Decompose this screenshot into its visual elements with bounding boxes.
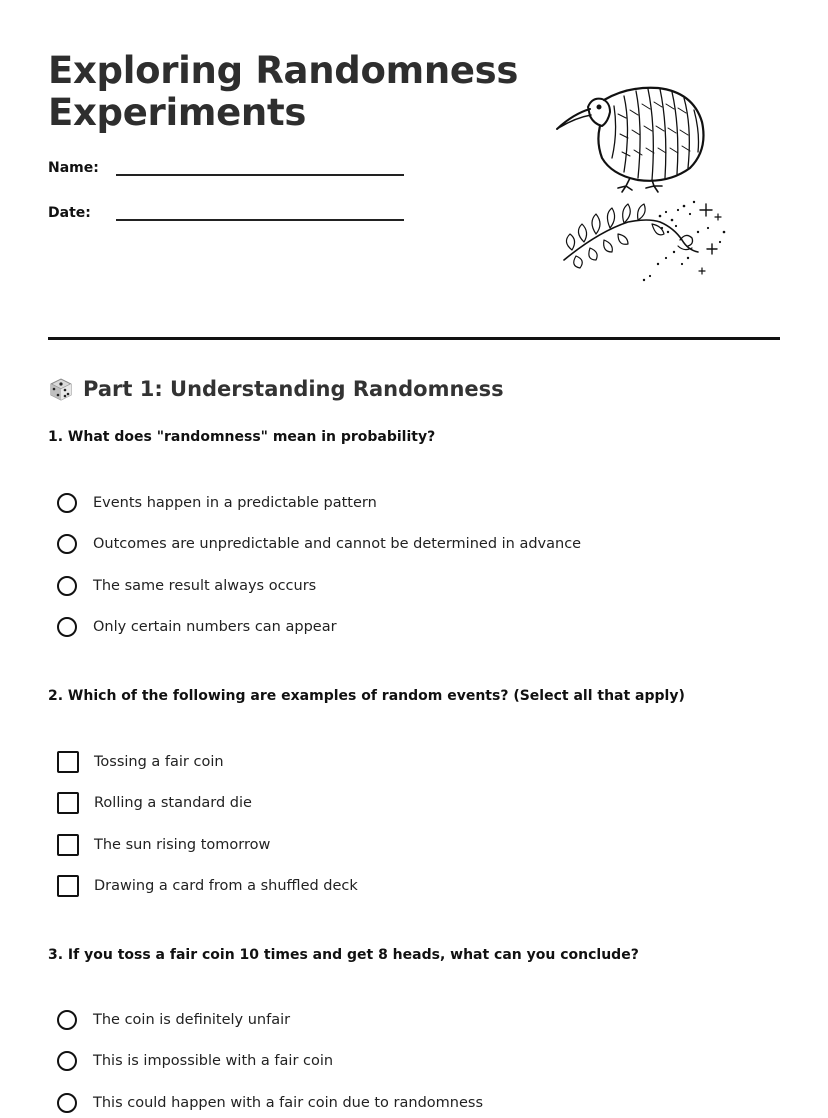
question-1-option-4[interactable]	[57, 615, 337, 639]
option-label: Rolling a standard die	[94, 795, 252, 811]
question-3-option-2[interactable]	[57, 1049, 333, 1073]
radio-button[interactable]	[57, 534, 77, 554]
date-label: Date:	[48, 205, 91, 221]
radio-button[interactable]	[57, 1051, 77, 1071]
option-label: The coin is definitely unfair	[93, 1012, 291, 1028]
option-label: This could happen with a fair coin due to randomness	[93, 1095, 483, 1111]
name-line[interactable]	[116, 174, 404, 176]
part1-heading-text: Part 1: Understanding Randomness	[83, 377, 504, 401]
question-1-option-3[interactable]	[57, 574, 316, 598]
radio-button[interactable]	[57, 576, 77, 596]
question-3: 3. If you toss a fair coin 10 times and get 8 heads, what can you conclude?	[48, 947, 639, 963]
die-icon	[48, 376, 74, 402]
option-label: Tossing a fair coin	[94, 754, 224, 770]
radio-button[interactable]	[57, 493, 77, 513]
option-label: Drawing a card from a shuffled deck	[94, 878, 358, 894]
checkbox[interactable]	[57, 751, 79, 773]
option-label: The sun rising tomorrow	[94, 837, 271, 853]
question-3-option-1[interactable]	[57, 1008, 290, 1032]
option-label: The same result always occurs	[93, 578, 317, 594]
kiwi-bird-fern-illustration	[548, 82, 738, 292]
question-1: 1. What does "randomness" mean in probability?	[48, 429, 436, 445]
radio-button[interactable]	[57, 617, 77, 637]
part1-heading	[48, 374, 504, 404]
title-line-1: Exploring Randomness	[48, 49, 519, 92]
option-label: This is impossible with a fair coin	[93, 1053, 334, 1069]
option-label: Outcomes are unpredictable and cannot be determined in advance	[93, 536, 582, 552]
radio-button[interactable]	[57, 1093, 77, 1113]
name-label: Name:	[48, 160, 99, 176]
question-3-option-3[interactable]	[57, 1091, 483, 1115]
question-1-option-1[interactable]	[57, 491, 377, 515]
section-divider	[48, 337, 780, 340]
checkbox[interactable]	[57, 834, 79, 856]
option-label: Only certain numbers can appear	[93, 619, 337, 635]
option-label: Events happen in a predictable pattern	[93, 495, 377, 511]
checkbox[interactable]	[57, 875, 79, 897]
question-2-option-1[interactable]	[57, 750, 224, 774]
worksheet-title	[48, 50, 518, 134]
question-2-option-2[interactable]	[57, 791, 252, 815]
checkbox[interactable]	[57, 792, 79, 814]
radio-button[interactable]	[57, 1010, 77, 1030]
date-field[interactable]	[48, 205, 91, 221]
question-2: 2. Which of the following are examples of random events? (Select all that apply)	[48, 688, 685, 704]
question-2-option-4[interactable]	[57, 874, 358, 898]
question-2-option-3[interactable]	[57, 833, 270, 857]
date-line[interactable]	[116, 219, 404, 221]
name-field[interactable]	[48, 160, 99, 176]
title-line-2: Experiments	[48, 91, 307, 134]
question-1-option-2[interactable]	[57, 532, 581, 556]
